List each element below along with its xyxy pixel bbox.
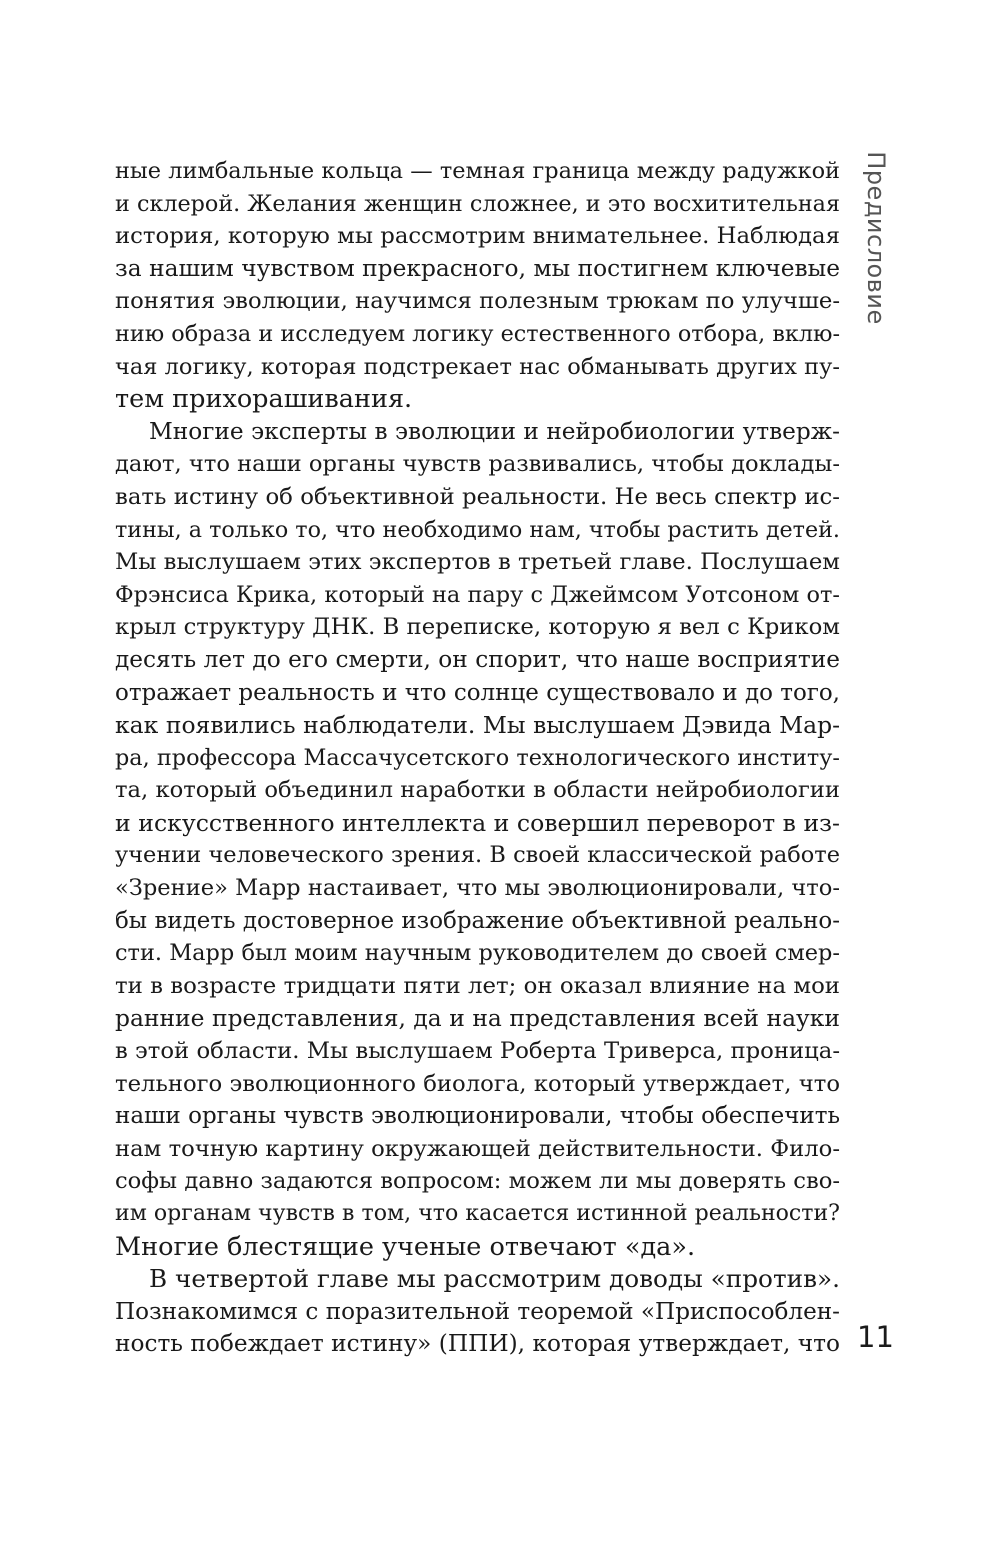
text-line: вать истину об объективной реальности. Не весь спектр ис- — [115, 483, 840, 510]
text-line: Познакомимся с поразительной теоремой «Приспособлен- — [115, 1298, 840, 1325]
running-head — [861, 151, 891, 325]
text-line: тем прихорашивания. — [115, 384, 413, 415]
text-line: история, которую мы рассмотрим внимательнее. Наблюдая — [115, 223, 840, 250]
text-line: и искусственного интеллекта и совершил переворот в из- — [115, 808, 840, 837]
text-line: Мы выслушаем этих экспертов в третьей главе. Послушаем — [115, 549, 840, 576]
text-line: крыл структуру ДНК. В переписке, которую я вел с Криком — [115, 614, 840, 641]
text-line: ные лимбальные кольца — темная граница между радужкой — [115, 158, 840, 184]
text-line: и склерой. Желания женщин сложнее, и это восхитительная — [115, 190, 840, 217]
text-line: сти. Марр был моим научным руководителем до своей смер- — [115, 940, 840, 967]
page-number: 11 — [857, 1320, 894, 1354]
text-line: ти в возрасте тридцати пяти лет; он оказал влияние на мои — [115, 972, 840, 999]
text-line: как появились наблюдатели. Мы выслушаем Дэвида Мар- — [115, 711, 840, 740]
text-line: отражает реальность и что солнце существовало и до того, — [115, 679, 840, 706]
text-line: тины, а только то, что необходимо нам, чтобы растить детей. — [115, 516, 840, 543]
text-line: софы давно задаются вопросом: можем ли мы доверять сво- — [115, 1168, 840, 1195]
text-line: нию образа и исследуем логику естественного отбора, вклю- — [115, 320, 840, 347]
text-line: дают, что наши органы чувств развивались, чтобы доклады- — [115, 451, 840, 478]
text-line: нам точную картину окружающей действительности. Фило- — [115, 1135, 840, 1162]
text-line: в этой области. Мы выслушаем Роберта Триверса, проница- — [115, 1038, 840, 1065]
text-line: тельного эволюционного биолога, который утверждает, что — [115, 1070, 840, 1097]
body-text — [115, 155, 840, 1361]
text-line: та, который объединил наработки в области нейробиологии — [115, 777, 840, 804]
text-line: десять лет до его смерти, он спорит, что наше восприятие — [115, 645, 840, 673]
text-line: Многие блестящие ученые отвечают «да». — [115, 1231, 696, 1262]
text-line: наши органы чувств эволюционировали, чтобы обеспечить — [115, 1103, 840, 1130]
text-line: ранние представления, да и на представления всей науки — [115, 1004, 840, 1033]
running-head-label: Предисловие — [862, 151, 890, 325]
text-line: Многие эксперты в эволюции и нейробиологии утверж- — [149, 417, 840, 445]
text-line: «Зрение» Марр настаивает, что мы эволюционировали, что- — [115, 875, 840, 902]
text-line: ность побеждает истину» (ППИ), которая утверждает, что — [115, 1330, 840, 1358]
text-line: ра, профессора Массачусетского технологического институ- — [115, 744, 840, 771]
text-line: учении человеческого зрения. В своей классической работе — [115, 842, 840, 869]
text-line: за нашим чувством прекрасного, мы постигнем ключевые — [115, 254, 840, 282]
text-line: В четвертой главе мы рассмотрим доводы «против». — [149, 1264, 840, 1294]
text-line: им органам чувств в том, что касается истинной реальности? — [115, 1201, 840, 1226]
text-line: бы видеть достоверное изображение объективной реально- — [115, 907, 840, 934]
text-line: Фрэнсиса Крика, который на пару с Джеймсом Уотсоном от- — [115, 581, 840, 608]
text-line: понятия эволюции, научимся полезным трюкам по улучше- — [115, 288, 840, 315]
text-line: чая логику, которая подстрекает нас обманывать других пу- — [115, 353, 840, 380]
